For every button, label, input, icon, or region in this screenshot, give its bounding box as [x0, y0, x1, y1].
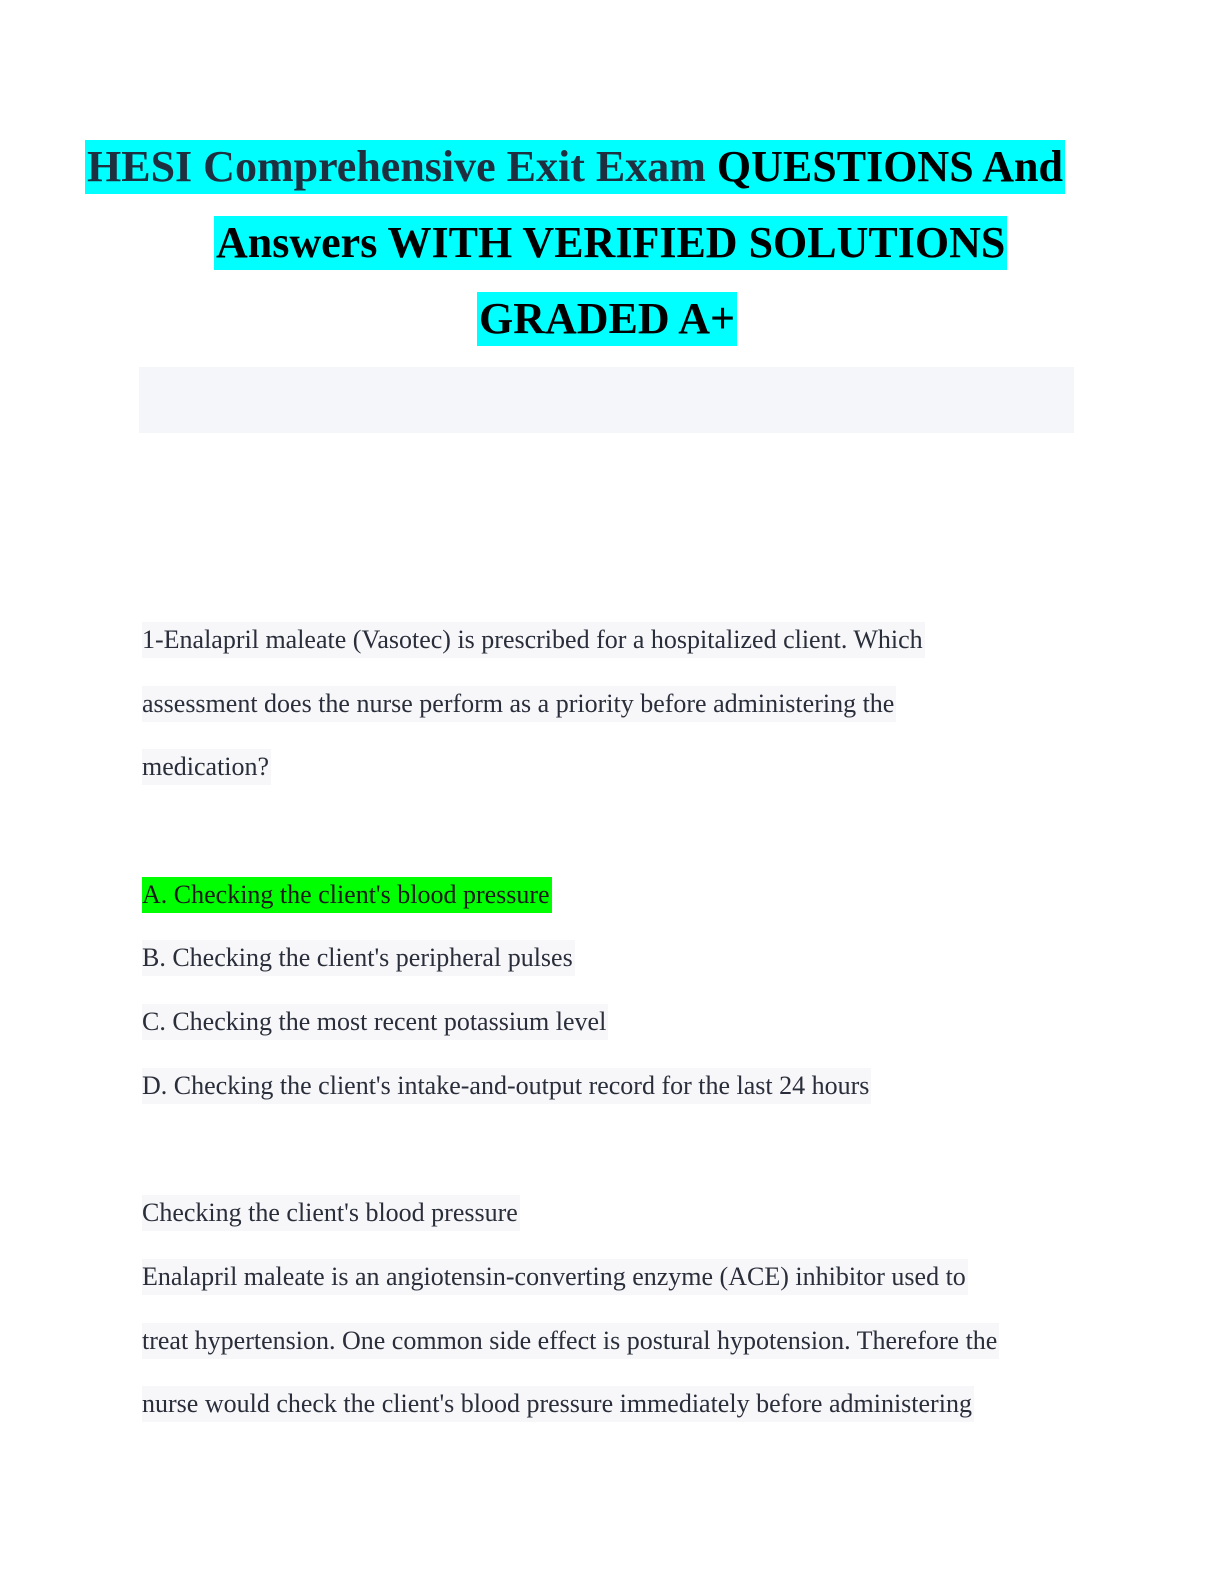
rationale-line-1: Enalapril maleate is an angiotensin-converting enzyme (ACE) inhibitor used to: [142, 1259, 968, 1295]
option-a-correct: A. Checking the client's blood pressure: [142, 877, 552, 913]
question-line-2: assessment does the nurse perform as a priority before administering the: [142, 686, 896, 722]
option-b: B. Checking the client's peripheral pulses: [142, 940, 575, 976]
title-line-1-part-1: HESI Comprehensive Exit Exam: [87, 142, 717, 191]
rationale-line-3: nurse would check the client's blood pressure immediately before administering: [142, 1386, 974, 1422]
option-d: D. Checking the client's intake-and-output record for the last 24 hours: [142, 1068, 871, 1104]
title-line-3: GRADED A+: [477, 292, 737, 346]
title-line-1: [85, 140, 1065, 194]
answer-heading: Checking the client's blood pressure: [142, 1195, 520, 1231]
option-c: C. Checking the most recent potassium level: [142, 1004, 608, 1040]
blank-banner: [139, 367, 1074, 433]
rationale-line-2: treat hypertension. One common side effect is postural hypotension. Therefore the: [142, 1323, 999, 1359]
title-line-1-part-2: QUESTIONS And: [716, 142, 1063, 191]
title-line-2: Answers WITH VERIFIED SOLUTIONS: [214, 216, 1007, 270]
question-line-1: 1-Enalapril maleate (Vasotec) is prescribed for a hospitalized client. Which: [142, 622, 925, 658]
question-line-3: medication?: [142, 749, 271, 785]
